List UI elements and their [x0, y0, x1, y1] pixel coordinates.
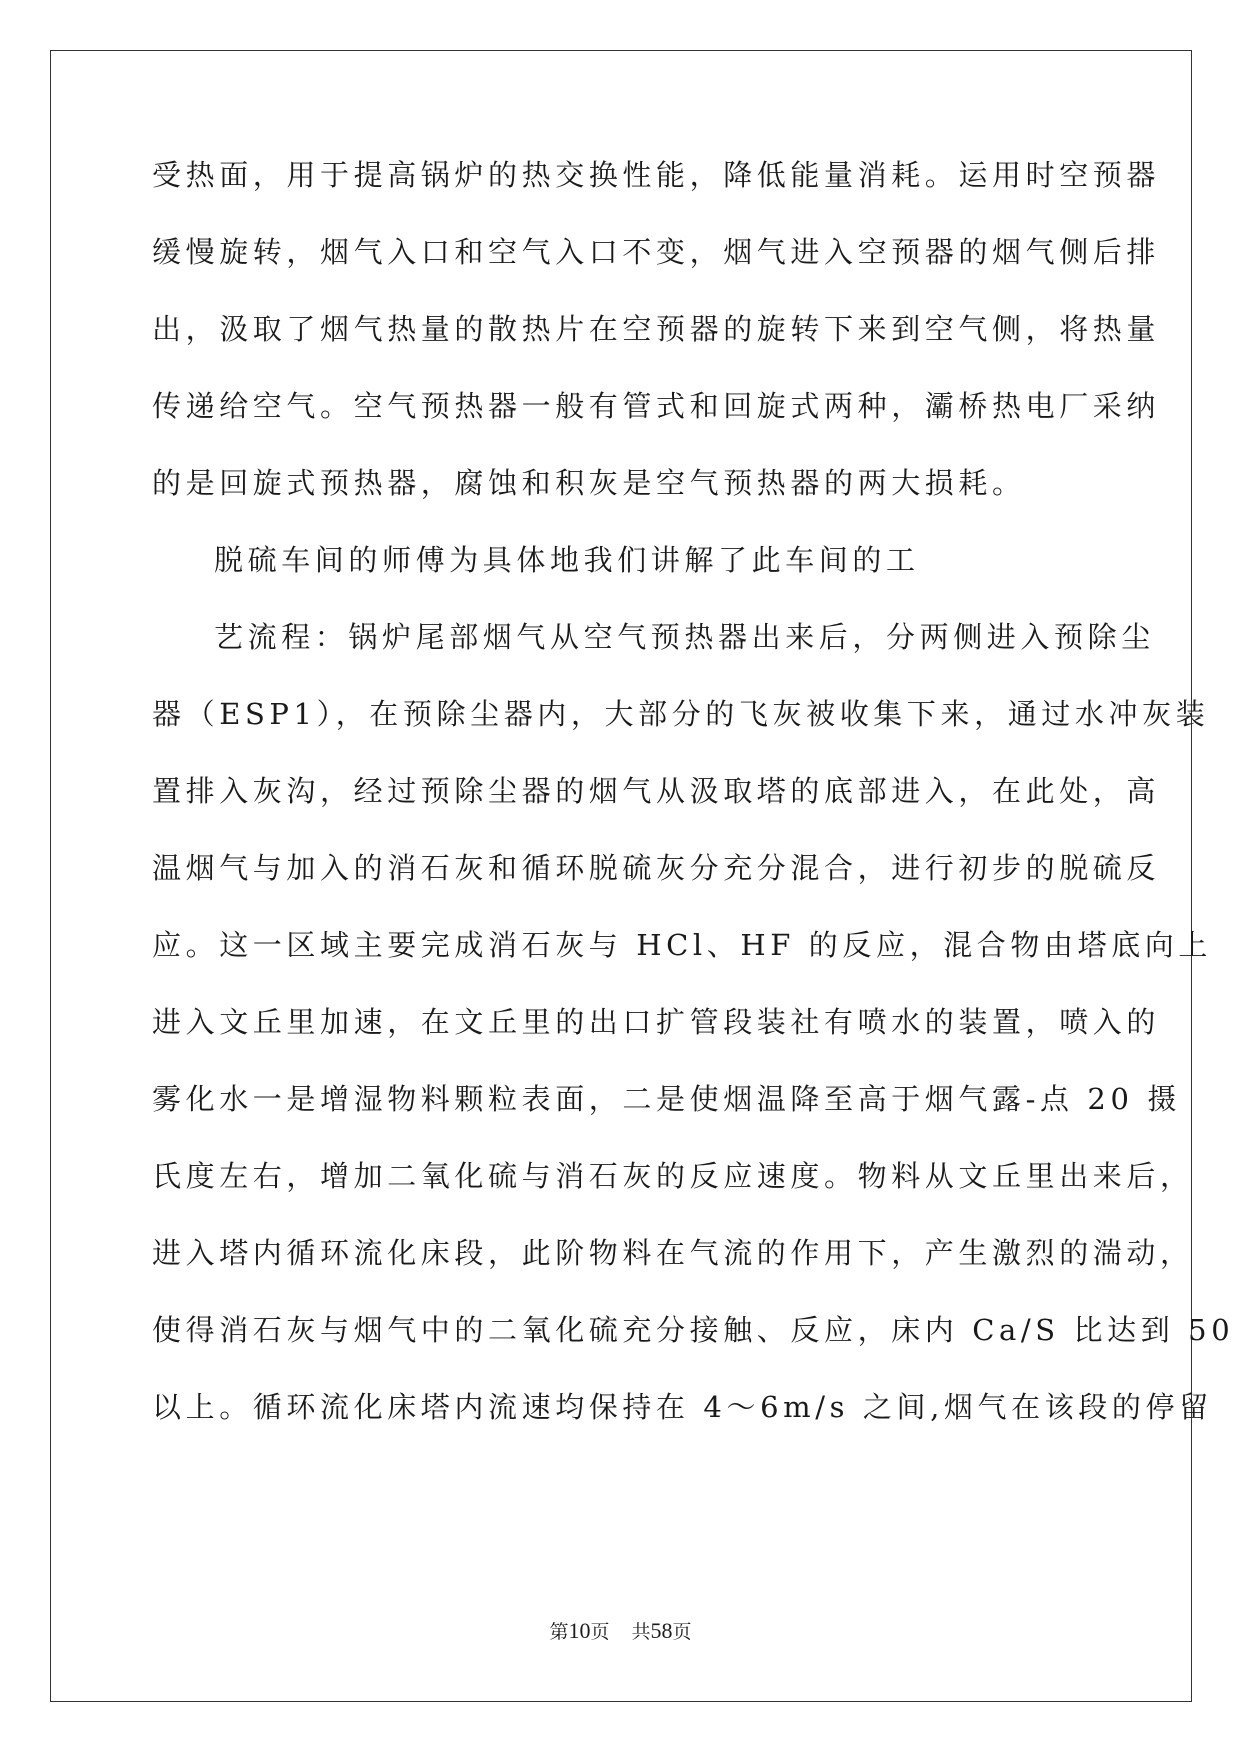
text-line: 以上。循环流化床塔内流速均保持在 4～6m/s 之间,烟气在该段的停留 [152, 1390, 1213, 1424]
text-line: 出，汲取了烟气热量的散热片在空预器的旋转下来到空气侧，将热量 [152, 312, 1161, 346]
page-footer [0, 1617, 1241, 1644]
total-prefix: 共 [631, 1621, 651, 1643]
text-line: 应。这一区域主要完成消石灰与 HCl、HF 的反应，混合物由塔底向上 [152, 928, 1213, 962]
text-line: 脱硫车间的师傅为具体地我们讲解了此车间的工 [214, 543, 920, 577]
text-line: 氏度左右，增加二氧化硫与消石灰的反应速度。物料从文丘里出来后， [152, 1159, 1194, 1193]
text-line: 进入塔内循环流化床段，此阶物料在气流的作用下，产生激烈的湍动， [152, 1236, 1194, 1270]
text-line: 置排入灰沟，经过预除尘器的烟气从汲取塔的底部进入，在此处，高 [152, 774, 1161, 808]
text-line: 温烟气与加入的消石灰和循环脱硫灰分充分混合，进行初步的脱硫反 [152, 851, 1161, 885]
text-line: 使得消石灰与烟气中的二氧化硫充分接触、反应，床内 Ca/S 比达到 50 [152, 1313, 1235, 1347]
text-line: 的是回旋式预热器，腐蚀和积灰是空气预热器的两大损耗。 [152, 466, 1026, 500]
text-line: 雾化水一是增湿物料颗粒表面，二是使烟温降至高于烟气露-点 20 摄 [152, 1082, 1181, 1116]
text-line: 缓慢旋转，烟气入口和空气入口不变，烟气进入空预器的烟气侧后排 [152, 235, 1161, 269]
text-line: 进入文丘里加速，在文丘里的出口扩管段装社有喷水的装置，喷入的 [152, 1005, 1161, 1039]
total-suffix: 页 [672, 1621, 692, 1643]
text-line: 传递给空气。空气预热器一般有管式和回旋式两种，灞桥热电厂采纳 [152, 389, 1161, 423]
text-line: 器（ESP1），在预除尘器内，大部分的飞灰被收集下来，通过水冲灰装 [152, 697, 1210, 731]
text-line: 受热面，用于提高锅炉的热交换性能，降低能量消耗。运用时空预器 [152, 158, 1161, 192]
page-number: 10 [568, 1618, 591, 1643]
document-body [152, 158, 1235, 1469]
page-suffix: 页 [590, 1621, 610, 1643]
total-pages: 58 [650, 1618, 673, 1643]
text-line: 艺流程：锅炉尾部烟气从空气预热器出来后，分两侧进入预除尘 [214, 620, 1155, 654]
page-prefix: 第 [549, 1621, 569, 1643]
